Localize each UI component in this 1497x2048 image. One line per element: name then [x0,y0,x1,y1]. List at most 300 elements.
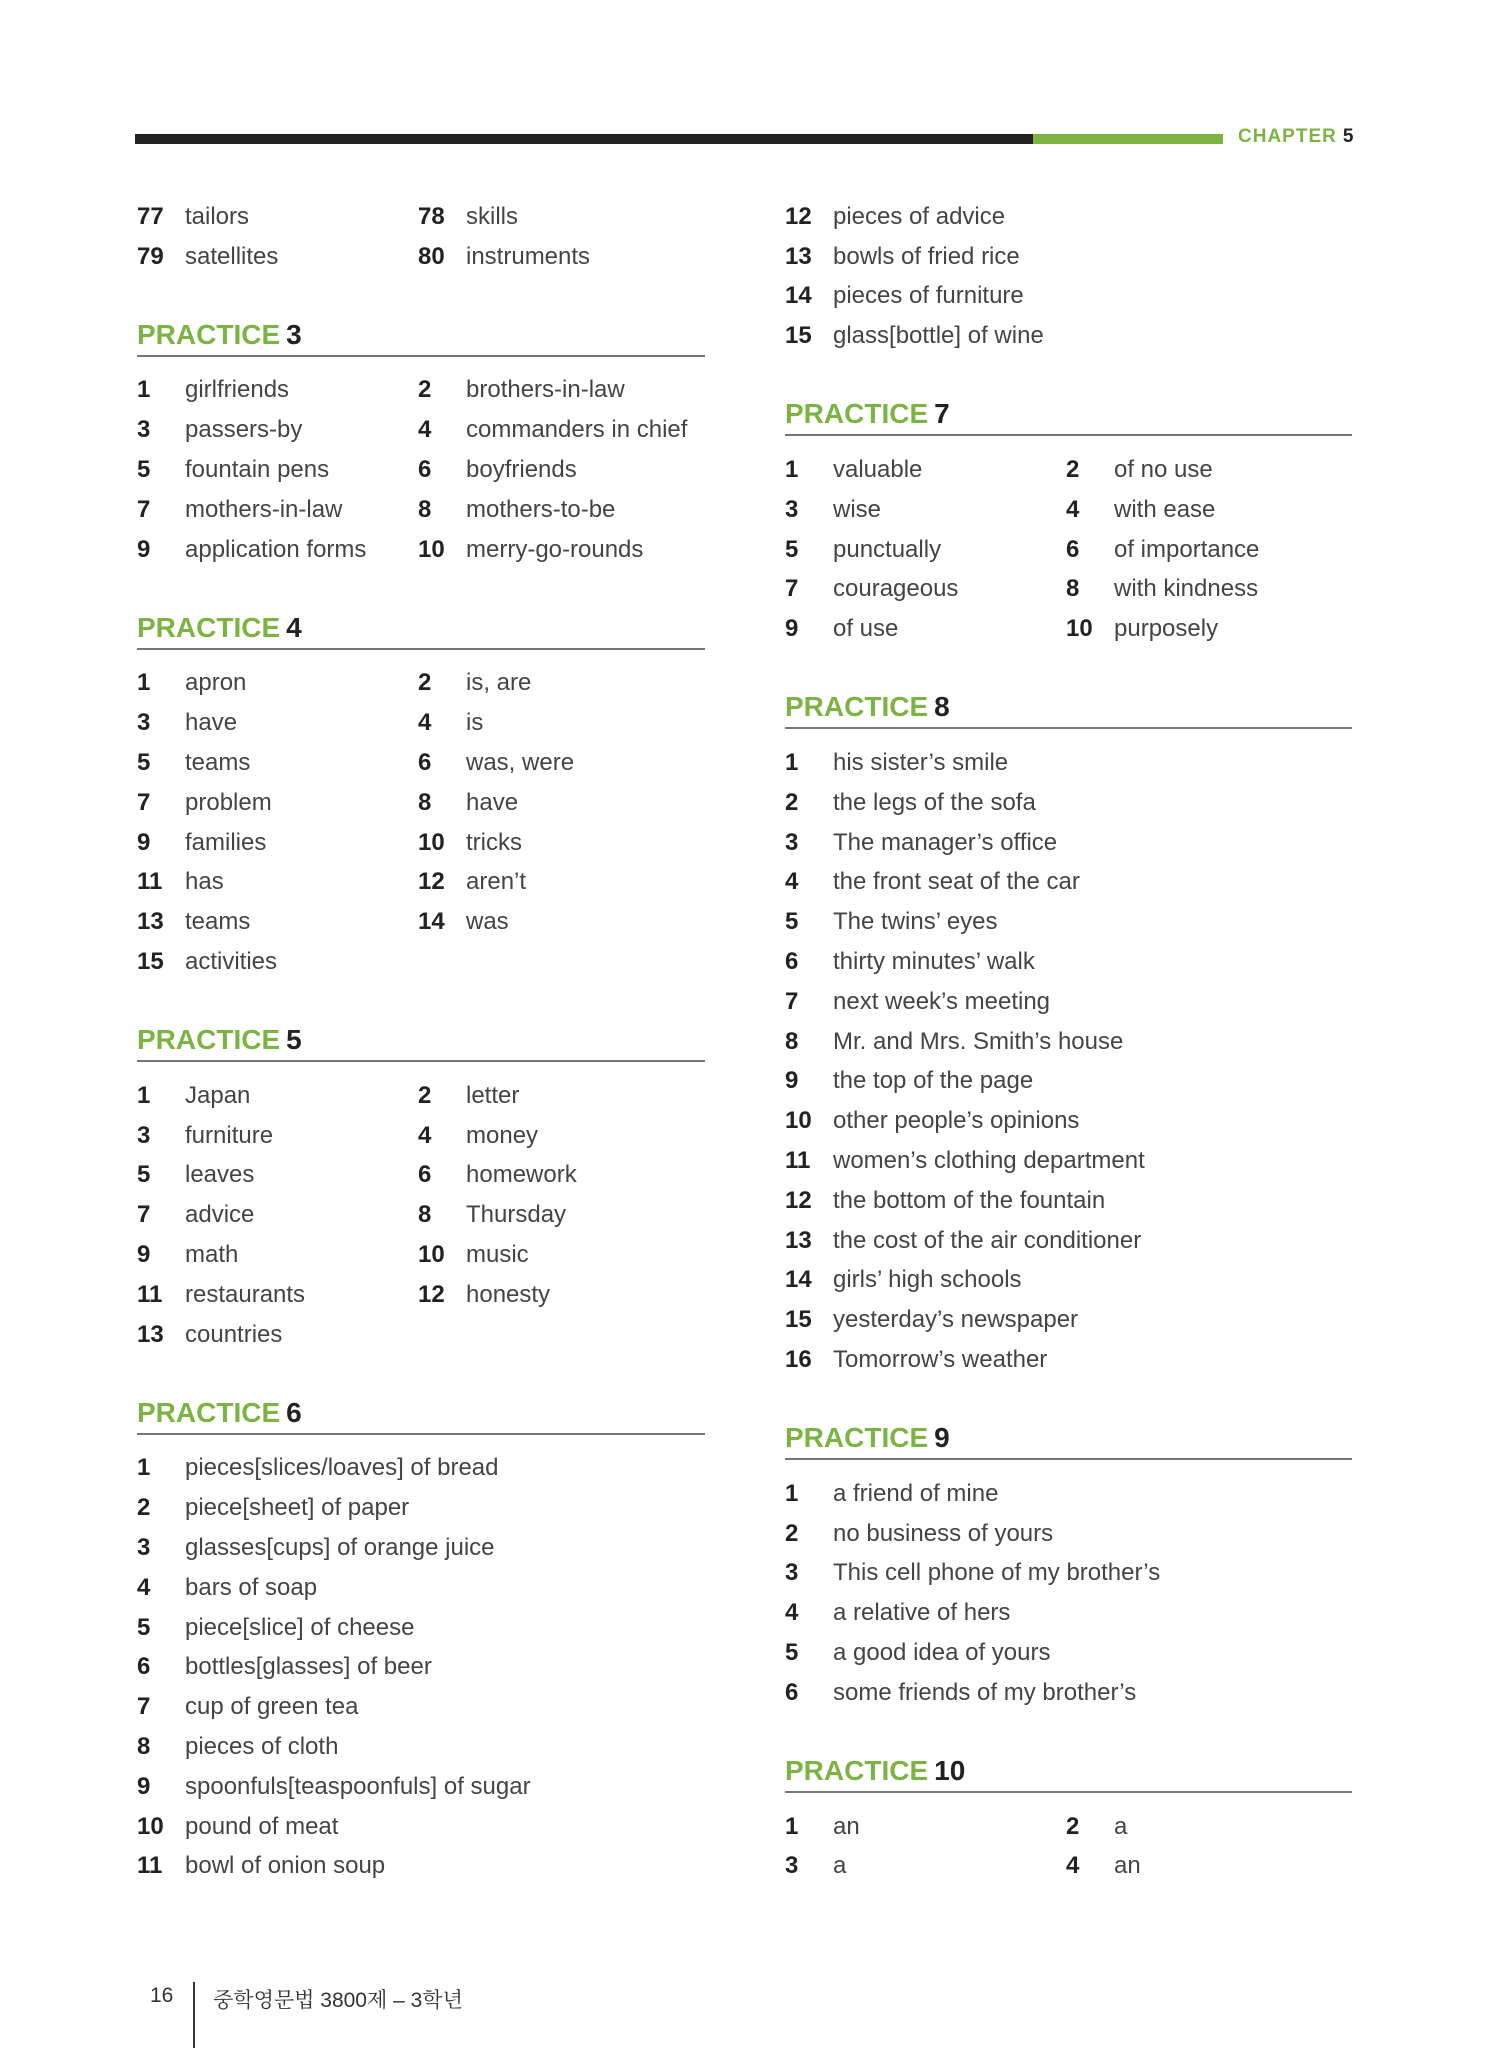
answer-list [785,1474,1352,1713]
answer-item [1066,450,1352,490]
section-label: PRACTICE [137,611,281,643]
answer-number: 13 [785,1226,812,1254]
answer-text: other people’s opinions [833,1107,1080,1135]
answer-list [785,197,1352,356]
answer-text: next week’s meeting [833,987,1051,1015]
answer-number: 7 [137,1693,151,1721]
answer-number: 8 [418,788,432,816]
answer-number: 6 [1066,535,1080,563]
answer-text: was, were [466,749,575,777]
section-rule [137,355,705,357]
section-title [785,1418,1352,1458]
answer-text: glass[bottle] of wine [833,322,1044,350]
answer-text: teams [185,908,251,936]
answer-number: 3 [137,709,151,737]
answer-text: some friends of my brother’s [833,1678,1137,1706]
answer-item [785,1141,1352,1181]
answer-text: music [466,1241,529,1269]
answer-number: 10 [1066,615,1093,643]
answer-number: 8 [418,495,432,523]
section-title [137,1393,705,1433]
answer-number: 14 [785,282,812,310]
answer-number: 1 [785,1479,799,1507]
answer-text: bowl of onion soup [185,1852,386,1880]
answer-item [418,530,705,570]
answer-number: 1 [785,1812,799,1840]
answer-text: valuable [833,456,923,484]
answer-number: 10 [418,535,445,563]
answer-number: 4 [418,709,432,737]
section-number: 6 [286,1396,302,1428]
answer-text: pound of meat [185,1812,339,1840]
answer-number: 1 [137,1081,151,1109]
answer-number: 12 [785,1186,812,1214]
answer-item [785,743,1352,783]
answer-text: the front seat of the car [833,868,1080,896]
right-column [785,197,1352,1886]
answer-text: homework [466,1161,577,1189]
answer-number: 15 [785,322,812,350]
answer-item [1066,570,1352,610]
answer-item [137,1315,418,1355]
answer-list [137,1076,705,1355]
answer-item [137,1195,418,1235]
answer-item [785,450,1066,490]
answer-number: 5 [785,1639,799,1666]
answer-text: boyfriends [466,456,577,484]
section-number: 5 [286,1023,302,1055]
answer-text: math [185,1241,239,1269]
answer-item [137,703,418,743]
section-label: PRACTICE [785,398,929,430]
answer-text: The manager’s office [833,828,1058,856]
header-bar-dark [135,134,1033,144]
chapter-label-text: CHAPTER [1238,126,1337,147]
answer-item [785,1807,1066,1847]
answer-item [137,1488,705,1528]
answer-text: Thursday [466,1201,567,1229]
answer-item [785,1673,1352,1713]
answer-item [418,783,705,823]
answer-text: the cost of the air conditioner [833,1226,1142,1254]
answer-item [418,743,705,783]
header-bar-accent [1033,134,1223,144]
answer-item [418,490,705,530]
answer-text: an [1114,1852,1141,1880]
answer-number: 16 [785,1346,812,1374]
answer-number: 7 [137,1201,151,1229]
section-label: PRACTICE [137,1023,281,1055]
answer-text: with ease [1114,495,1216,523]
practice-section [137,315,705,570]
answer-text: aren’t [466,868,527,896]
practice-section [137,1020,705,1355]
answer-item [418,237,705,277]
section-label: PRACTICE [785,1421,929,1453]
answer-number: 9 [137,1241,151,1269]
answer-text: his sister’s smile [833,749,1009,777]
answer-text: problem [185,788,272,816]
answer-number: 2 [785,1519,799,1547]
answer-number: 7 [785,575,799,603]
answer-list [137,197,705,277]
answer-list [785,743,1352,1380]
answer-text: no business of yours [833,1519,1054,1547]
answer-list [137,1449,705,1887]
section-rule [137,1433,705,1435]
answer-number: 2 [785,788,799,816]
answer-item [418,197,705,237]
section-title [137,1020,705,1060]
answer-number: 11 [137,1280,163,1308]
section-rule [137,648,705,650]
answer-list [785,450,1352,649]
answer-text: countries [185,1320,283,1348]
answer-number: 11 [137,1852,163,1880]
answer-item [137,1275,418,1315]
answer-number: 11 [785,1147,811,1175]
answer-text: The twins’ eyes [833,908,998,936]
answer-item [137,1528,705,1568]
answer-text: courageous [833,575,959,603]
answer-number: 80 [418,242,445,270]
answer-text: advice [185,1201,255,1229]
answer-text: was [466,908,509,936]
section-rule [785,1791,1352,1793]
answer-number: 2 [418,376,432,404]
answer-text: bars of soap [185,1573,318,1601]
answer-item [785,1062,1352,1102]
answer-number: 1 [785,749,799,777]
answer-number: 1 [785,456,799,484]
answer-number: 3 [785,1852,799,1880]
answer-item [137,1449,705,1489]
answer-number: 2 [1066,1812,1080,1840]
answer-item [137,1076,418,1116]
answer-number: 79 [137,242,164,270]
answer-item [418,1235,705,1275]
chapter-label [1238,126,1354,148]
answer-number: 5 [137,456,151,484]
answer-text: a [1114,1812,1128,1840]
section-title [785,1751,1352,1791]
answer-item [1066,490,1352,530]
answer-text: the bottom of the fountain [833,1186,1106,1214]
answer-number: 7 [137,788,151,816]
answer-number: 1 [137,669,151,697]
answer-text: is, are [466,669,532,697]
answer-number: 2 [418,669,432,697]
answer-item [137,1116,418,1156]
answer-text: tricks [466,828,522,856]
answer-number: 5 [785,535,799,563]
answer-number: 9 [137,828,151,856]
answer-item [418,1116,705,1156]
answer-number: 7 [785,987,799,1015]
answer-item [785,316,1352,356]
practice-section [137,1393,705,1887]
answer-number: 4 [418,416,432,444]
book-title: 중학영문법 3800제 – 3학년 [213,1989,463,2012]
section-number: 9 [934,1421,950,1453]
answer-text: an [833,1812,860,1840]
answer-item [785,1474,1352,1514]
answer-item [137,823,418,863]
answer-item [785,1514,1352,1554]
section-title [785,394,1352,434]
answer-text: the top of the page [833,1067,1034,1095]
answer-item [418,1195,705,1235]
answer-item [1066,609,1352,649]
answer-number: 4 [785,1599,799,1627]
answer-item [137,1608,705,1648]
section-rule [137,1060,705,1062]
answer-number: 8 [137,1733,151,1760]
answer-item [418,450,705,490]
answer-text: girlfriends [185,376,290,404]
answer-item [785,570,1066,610]
answer-text: pieces[slices/loaves] of bread [185,1454,499,1482]
answer-number: 8 [1066,575,1080,603]
answer-text: families [185,828,267,856]
practice-section [785,1751,1352,1887]
answer-text: girls’ high schools [833,1266,1022,1294]
answer-text: pieces of advice [833,202,1006,230]
answer-number: 12 [418,1280,445,1308]
answer-number: 1 [137,376,151,404]
answer-item [418,371,705,411]
answer-text: activities [185,948,278,976]
answer-item [137,450,418,490]
page-number: 16 [150,1984,174,2007]
answer-text: yesterday’s newspaper [833,1306,1079,1334]
answer-number: 14 [785,1266,812,1294]
answer-number: 78 [418,202,445,230]
answer-number: 4 [137,1573,151,1601]
answer-item [785,1261,1352,1301]
answer-number: 12 [785,202,812,230]
section-label: PRACTICE [137,1396,281,1428]
answer-number: 6 [785,1678,799,1706]
footer-divider [193,1982,195,2048]
answer-item [785,1633,1352,1673]
answer-number: 6 [418,1161,432,1189]
answer-text: restaurants [185,1280,306,1308]
answer-text: fountain pens [185,456,330,484]
answer-number: 12 [418,868,445,896]
section-number: 7 [934,398,950,430]
answer-item [785,277,1352,317]
answer-number: 3 [137,1121,151,1149]
answer-text: piece[slice] of cheese [185,1613,415,1641]
answer-number: 6 [418,749,432,777]
answer-number: 10 [418,828,445,856]
practice-section [785,687,1352,1380]
answer-text: have [185,709,238,737]
answer-number: 4 [1066,495,1080,523]
answer-text: This cell phone of my brother’s [833,1559,1161,1587]
answer-item [785,1221,1352,1261]
answer-text: has [185,868,224,896]
practice-section [785,1418,1352,1713]
answer-number: 3 [785,495,799,523]
answer-text: mothers-in-law [185,495,343,523]
answer-text: a [833,1852,847,1880]
answer-text: punctually [833,535,942,563]
answer-number: 8 [785,1027,799,1055]
answer-text: apron [185,669,247,697]
answer-item [137,1767,705,1807]
answer-item [137,530,418,570]
answer-text: of importance [1114,535,1260,563]
answer-text: brothers-in-law [466,376,625,404]
answer-number: 10 [785,1107,812,1135]
answer-number: 77 [137,202,164,230]
answer-text: have [466,788,519,816]
answer-text: piece[sheet] of paper [185,1494,410,1522]
answer-text: cup of green tea [185,1693,359,1721]
answer-list [785,1807,1352,1887]
section-title [137,315,705,355]
answer-item [785,982,1352,1022]
answer-item [785,1022,1352,1062]
answer-item [137,1156,418,1196]
answer-item [418,863,705,903]
answer-item [785,490,1066,530]
answer-item [418,1156,705,1196]
left-column [137,197,705,1886]
answer-item [785,609,1066,649]
answer-text: with kindness [1114,575,1259,603]
answer-text: Mr. and Mrs. Smith’s house [833,1027,1124,1055]
answer-item [137,1847,705,1887]
answer-list [137,371,705,570]
section-number: 8 [934,691,950,723]
answer-item [137,664,418,704]
answer-item [785,1101,1352,1141]
answer-item [137,410,418,450]
answer-item [137,237,418,277]
section-number: 4 [286,611,302,643]
answer-number: 5 [137,749,151,777]
answer-item [1066,1847,1352,1887]
answer-text: satellites [185,242,279,270]
answer-text: honesty [466,1280,551,1308]
answer-item [785,783,1352,823]
answer-item [785,1181,1352,1221]
answer-item [785,237,1352,277]
answer-number: 3 [785,1559,799,1587]
answer-number: 7 [137,495,151,523]
answer-text: application forms [185,535,367,563]
answer-text: teams [185,749,251,777]
answer-number: 2 [1066,456,1080,484]
answer-text: mothers-to-be [466,495,616,523]
answer-list [137,664,705,982]
answer-text: is [466,709,484,737]
answer-item [137,371,418,411]
answer-number: 9 [137,1772,151,1800]
answer-item [785,1300,1352,1340]
answer-number: 9 [137,535,151,563]
answer-number: 15 [785,1306,812,1334]
answer-text: bottles[glasses] of beer [185,1653,432,1681]
answer-item [418,1076,705,1116]
answer-text: Japan [185,1081,251,1109]
answer-item [785,1593,1352,1633]
answer-item [137,743,418,783]
answer-number: 13 [137,1320,164,1348]
answer-number: 6 [418,456,432,484]
answer-text: leaves [185,1161,255,1189]
answer-number: 8 [418,1201,432,1229]
answer-item [418,664,705,704]
answer-text: pieces of furniture [833,282,1024,310]
answer-number: 6 [137,1653,151,1681]
answer-item [1066,530,1352,570]
answer-number: 5 [785,908,799,936]
answer-number: 3 [137,416,151,444]
answer-item [785,823,1352,863]
section-label: PRACTICE [785,1754,929,1786]
answer-number: 2 [137,1494,151,1522]
section-number: 3 [286,318,302,350]
answer-number: 2 [418,1081,432,1109]
answer-number: 10 [137,1812,164,1840]
answer-number: 4 [785,868,799,896]
answer-item [785,942,1352,982]
answer-number: 10 [418,1241,445,1269]
answer-text: spoonfuls[teaspoonfuls] of sugar [185,1772,531,1800]
answer-item [785,197,1352,237]
answer-number: 3 [137,1534,151,1562]
answer-item [418,703,705,743]
section-label: PRACTICE [785,691,929,723]
answer-text: a friend of mine [833,1479,999,1507]
answer-number: 5 [137,1613,151,1641]
answer-text: money [466,1121,539,1149]
answer-number: 9 [785,1067,799,1095]
answer-text: purposely [1114,615,1219,643]
answer-text: glasses[cups] of orange juice [185,1534,495,1562]
answer-text: passers-by [185,416,303,444]
answer-number: 1 [137,1454,151,1482]
answer-text: women’s clothing department [833,1147,1145,1175]
answer-number: 9 [785,615,799,643]
answer-item [418,410,705,450]
answer-item [785,863,1352,903]
answer-item [137,1727,705,1767]
answer-item [137,1235,418,1275]
section-label: PRACTICE [137,318,281,350]
answer-item [137,902,418,942]
answer-number: 6 [785,948,799,976]
answer-item [418,1275,705,1315]
answer-item [137,863,418,903]
answer-text: skills [466,202,518,230]
answer-number: 13 [785,242,812,270]
answer-item [137,197,418,237]
answer-item [785,902,1352,942]
answer-number: 14 [418,908,445,936]
answer-item [785,1554,1352,1594]
section-title [137,608,705,648]
answer-item [137,1568,705,1608]
answer-number: 11 [137,868,163,896]
section-title [785,687,1352,727]
answer-item [137,1807,705,1847]
answer-text: furniture [185,1121,274,1149]
